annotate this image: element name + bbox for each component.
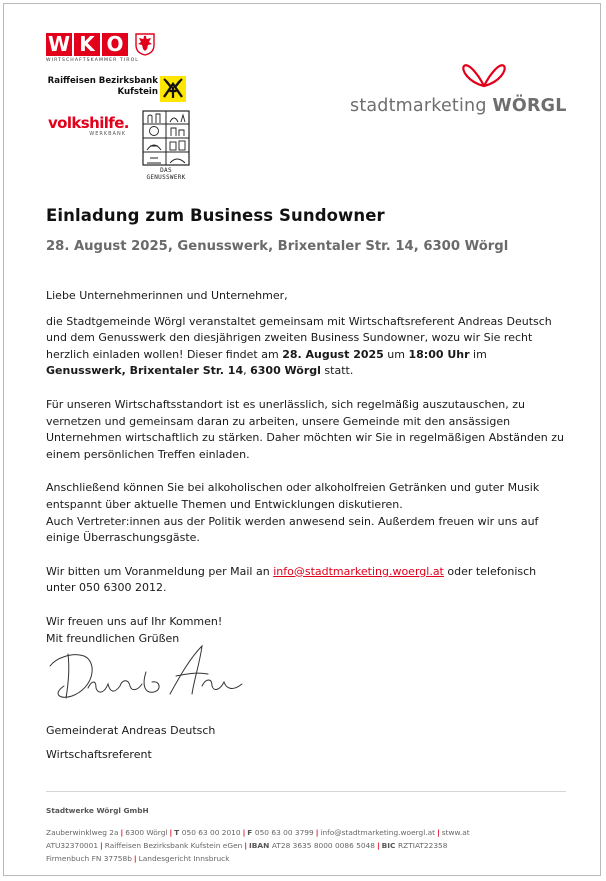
footer-company: Stadtwerke Wörgl GmbH — [46, 806, 149, 815]
stadtmarketing-prefix: stadtmarketing — [350, 96, 487, 116]
raiffeisen-gable-cross-icon — [160, 76, 186, 102]
footer-line-bank — [46, 839, 566, 852]
p1-text-d: , — [243, 364, 251, 378]
footer-bank-item: RZTIAT22358 — [398, 841, 448, 850]
raiffeisen-name — [46, 76, 158, 98]
letter-page — [3, 3, 601, 876]
closing-line-2: Mit freundlichen Grüßen — [46, 631, 180, 645]
volkshilfe-sub: WERKBANK — [89, 131, 126, 137]
genusswerk-logo — [142, 110, 190, 181]
footer-separator: | — [376, 841, 380, 850]
paragraph-invitation — [46, 314, 566, 380]
footer-divider — [46, 791, 566, 792]
p1-text-b: um — [383, 347, 409, 361]
p1-text-e: statt. — [320, 364, 354, 378]
raiffeisen-line2: Kufstein — [117, 87, 158, 97]
footer-line-address — [46, 826, 566, 839]
footer-address-item: 050 63 00 2010 — [181, 828, 241, 837]
wko-letter-o: O — [102, 33, 128, 56]
wko-subtitle: WIRTSCHAFTSKAMMER TIROL — [46, 58, 139, 63]
butterfly-icon — [460, 56, 508, 96]
p1-text-a: die Stadtgemeinde Wörgl veranstaltet gemeinsam mit Wirtschaftsreferent Andreas Deutsch und dem Genusswerk den diesjährigen zweiten Business Sundowner, wozu wir Sie recht herzlich einladen wollen! Dieser findet am — [46, 314, 552, 361]
footer-address-item: info@stadtmarketing.woergl.at — [320, 828, 436, 837]
footer-address-item: Zauberwinklweg 2a — [46, 828, 119, 837]
p4-text-b: oder telefonisch unter 050 6300 2012. — [46, 564, 537, 595]
footer-separator: | — [437, 828, 440, 837]
event-venue: Genusswerk, Brixentaler Str. 14 — [46, 364, 244, 378]
tirol-eagle-icon — [134, 32, 156, 56]
footer-separator: | — [169, 828, 173, 837]
genusswerk-line2: GENUSSWERK — [146, 174, 186, 181]
footer-separator: | — [100, 841, 103, 850]
footer-bank-item: AT28 3635 8000 0086 5048 — [271, 841, 375, 850]
wko-letter-k: K — [74, 33, 100, 56]
footer-label: T — [174, 828, 182, 837]
paragraph-registration — [46, 564, 566, 597]
volkshilfe-name: volkshilfe. — [48, 114, 129, 132]
paragraph-program-1: Anschließend können Sie bei alkoholischen oder alkoholfreien Getränken und guter Musik entspannt über aktuelle Themen und Entwicklungen diskutieren. — [46, 481, 540, 511]
raiffeisen-line1: Raiffeisen Bezirksbank — [47, 76, 158, 86]
letter-title: Einladung zum Business Sundowner — [46, 206, 385, 225]
event-time: 18:00 Uhr — [408, 347, 470, 361]
footer-address-item: 050 63 00 3799 — [254, 828, 314, 837]
footer-bank-item: ATU32370001 — [46, 841, 99, 850]
paragraph-program-2: Auch Vertreter:innen aus der Politik werden anwesend sein. Außerdem freuen wir uns auf einige Überraschungsgäste. — [46, 514, 539, 545]
event-date: 28. August 2025 — [282, 347, 384, 361]
footer-line-register — [46, 852, 566, 865]
p1-text-c: im — [469, 347, 487, 361]
footer-label: F — [247, 828, 255, 837]
footer-separator: | — [244, 841, 248, 850]
salutation: Liebe Unternehmerinnen und Unternehmer, — [46, 289, 288, 302]
footer-separator: | — [315, 828, 319, 837]
p4-text-a: Wir bitten um Voranmeldung per Mail an — [46, 564, 274, 578]
genusswerk-line1: DAS — [160, 167, 172, 174]
footer-register-item: Firmenbuch FN 37758b — [46, 854, 132, 863]
footer-label: IBAN — [249, 841, 272, 850]
wko-letter-w: W — [47, 32, 71, 56]
footer-separator: | — [120, 828, 124, 837]
footer-label: BIC — [381, 841, 399, 850]
footer-bank-item: Raiffeisen Bezirksbank Kufstein eGen — [104, 841, 243, 850]
footer-address-item: stww.at — [441, 828, 470, 837]
handwritten-signature — [42, 636, 252, 712]
paragraph-purpose: Für unseren Wirtschaftsstandort ist es unerlässlich, sich regelmäßig auszutauschen, zu vernetzen und gemeinsam daran zu arbeiten, unsere Gemeinde mit den ansässigen Unternehmen wirtschaftlich zu stärken. Daher möchten wir Sie in regelmäßigen Abständen zu einem persönlichen Treffen einladen. — [46, 397, 564, 461]
stadtmarketing-logo — [350, 56, 570, 122]
signer-name: Gemeinderat Andreas Deutsch — [46, 724, 216, 737]
signer-role: Wirtschaftsreferent — [46, 748, 152, 761]
closing-line-1: Wir freuen uns auf Ihr Kommen! — [46, 614, 223, 628]
email-link[interactable]: info@stadtmarketing.woergl.at — [273, 564, 444, 578]
volkshilfe-logo — [48, 115, 138, 137]
wko-logo — [46, 32, 166, 63]
footer-details — [46, 826, 566, 865]
event-city: 6300 Wörgl — [250, 364, 321, 378]
genusswerk-shelf-icon — [142, 110, 190, 166]
letter-body — [46, 288, 566, 647]
stadtmarketing-city: WÖRGL — [492, 96, 567, 116]
genusswerk-name — [142, 167, 190, 181]
footer-address-item: 6300 Wörgl — [125, 828, 168, 837]
footer-separator: | — [242, 828, 246, 837]
footer-register-item: Landesgericht Innsbruck — [138, 854, 230, 863]
raiffeisen-logo — [46, 76, 191, 102]
footer-separator: | — [133, 854, 137, 863]
stadtmarketing-wordmark — [350, 96, 567, 116]
letter-subtitle: 28. August 2025, Genusswerk, Brixentaler Str. 14, 6300 Wörgl — [46, 239, 509, 254]
